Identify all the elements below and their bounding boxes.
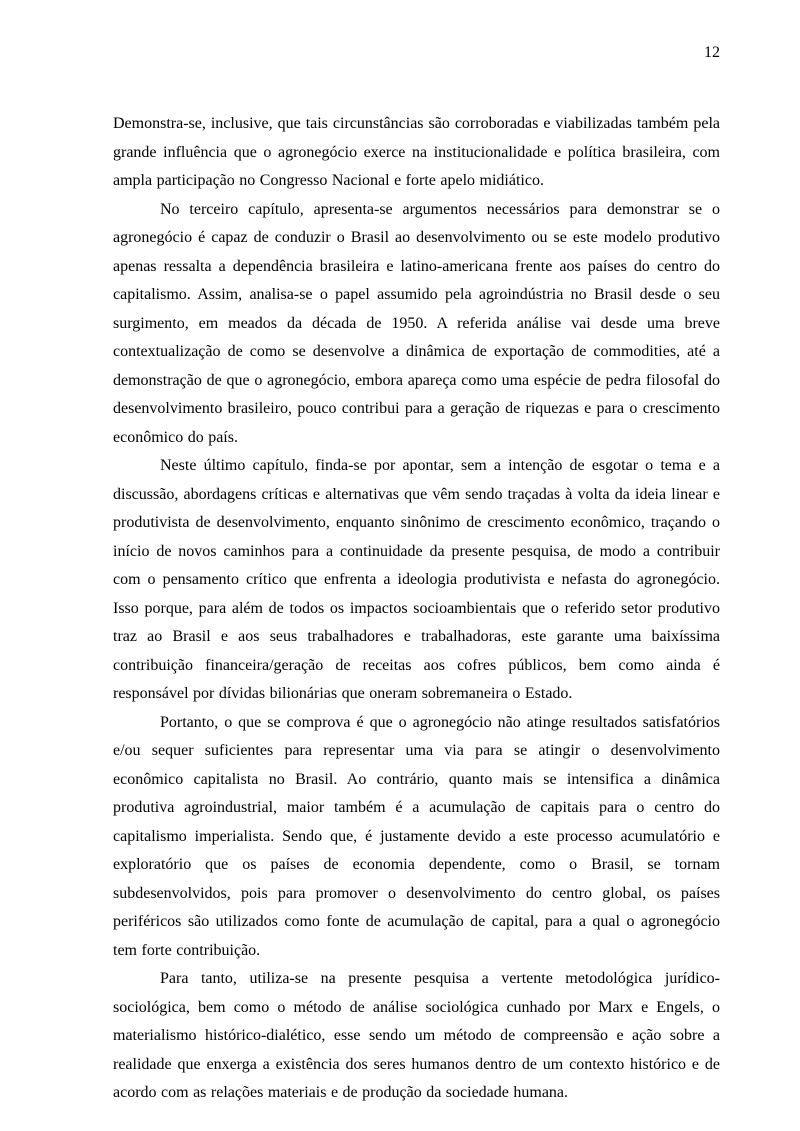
paragraph: Demonstra-se, inclusive, que tais circunstâncias são corroboradas e viabilizadas também pela grande influência que o agronegócio exerce na institucionalidade e política brasileira, com ampla participação no Congresso Nacional e forte apelo midiático. [113,115,720,189]
paragraph: No terceiro capítulo, apresenta-se argumentos necessários para demonstrar se o agronegócio é capaz de conduzir o Brasil ao desenvolvimento ou se este modelo produtivo apenas ressalta a dependência brasileira e latino-americana frente aos países do centro do capitalismo. Assim, analisa-se o papel assumido pela agroindústria no Brasil desde o seu surgimento, em meados da década de 1950. A referida análise vai desde uma breve contextualização de como se desenvolve a dinâmica de exportação de commodities, até a demonstração de que o agronegócio, embora apareça como uma espécie de pedra filosofal do desenvolvimento brasileiro, pouco contribui para a geração de riquezas e para o crescimento econômico do país. [113,200,720,446]
paragraph: Para tanto, utiliza-se na presente pesquisa a vertente metodológica jurídico-sociológica, bem como o método de análise sociológica cunhado por Marx e Engels, o materialismo histórico-dialético, esse sendo um método de compreensão e ação sobre a realidade que enxerga a existência dos seres humanos dentro de um contexto histórico e de acordo com as relações materiais e de produção da sociedade humana. [113,970,720,1101]
page-body [113,110,720,1108]
paragraph: Portanto, o que se comprova é que o agronegócio não atinge resultados satisfatórios e/ou sequer suficientes para representar uma via para se atingir o desenvolvimento econômico capitalista no Brasil. Ao contrário, quanto mais se intensifica a dinâmica produtiva agroindustrial, maior também é a acumulação de capitais para o centro do capitalismo imperialista. Sendo que, é justamente devido a este processo acumulatório e exploratório que os países de economia dependente, como o Brasil, se tornam subdesenvolvidos, pois para promover o desenvolvimento do centro global, os países periféricos são utilizados como fonte de acumulação de capital, para a qual o agronegócio tem forte contribuição. [113,713,720,959]
page-number: 12 [704,44,720,61]
paragraph: Neste último capítulo, finda-se por apontar, sem a intenção de esgotar o tema e a discussão, abordagens críticas e alternativas que vêm sendo traçadas à volta da ideia linear e produtivista de desenvolvimento, enquanto sinônimo de crescimento econômico, traçando o início de novos caminhos para a continuidade da presente pesquisa, de modo a contribuir com o pensamento crítico que enfrenta a ideologia produtivista e nefasta do agronegócio. Isso porque, para além de todos os impactos socioambientais que o referido setor produtivo traz ao Brasil e aos seus trabalhadores e trabalhadoras, este garante uma baixíssima contribuição financeira/geração de receitas aos cofres públicos, bem como ainda é responsável por dívidas bilionárias que oneram sobremaneira o Estado. [113,457,720,702]
